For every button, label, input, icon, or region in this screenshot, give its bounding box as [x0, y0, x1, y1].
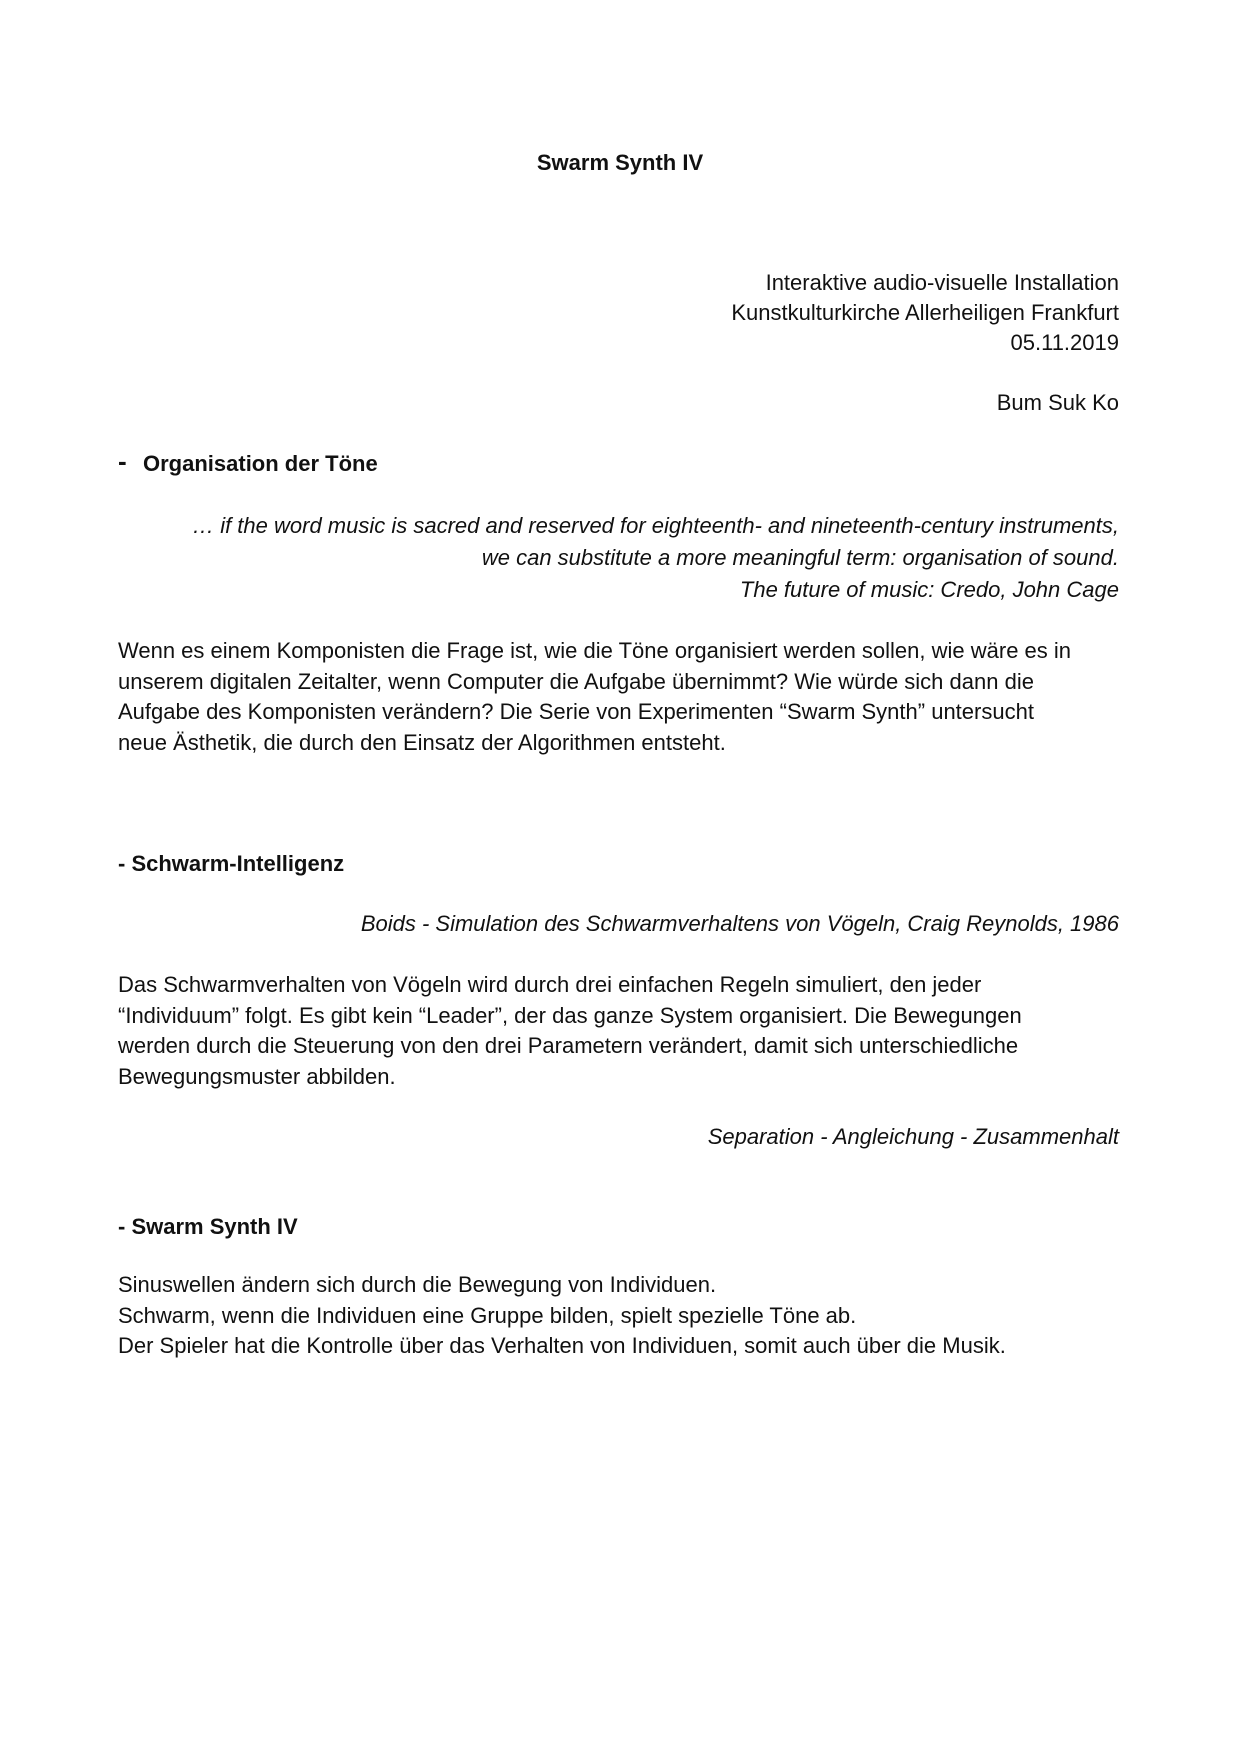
paragraph-line: “Individuum” folgt. Es gibt kein “Leader”, der das ganze System organisiert. Die Bewegungen: [118, 1002, 1022, 1028]
venue: Kunstkulturkirche Allerheiligen Frankfurt: [731, 300, 1119, 325]
quote-line-1: … if the word music is sacred and reserved for eighteenth- and nineteenth-century instruments,: [192, 513, 1119, 538]
section-dash-marker: -: [118, 446, 127, 476]
installation-type: Interaktive audio-visuelle Installation: [765, 270, 1119, 295]
paragraph-line: Das Schwarmverhalten von Vögeln wird durch drei einfachen Regeln simuliert, den jeder: [118, 972, 982, 997]
quote-line-2: we can substitute a more meaningful term: organisation of sound.: [481, 545, 1119, 570]
paragraph-organisation: [118, 636, 1128, 758]
paragraph-line: neue Ästhetik, die durch den Einsatz der Algorithmen entsteht.: [118, 729, 726, 755]
section-heading-swarm-synth: - Swarm Synth IV: [118, 1214, 298, 1239]
author-name: Bum Suk Ko: [996, 390, 1119, 415]
boids-citation: Boids - Simulation des Schwarmverhaltens von Vögeln, Craig Reynolds, 1986: [360, 911, 1119, 936]
swarm-rules: Separation - Angleichung - Zusammenhalt: [707, 1124, 1119, 1149]
section-heading-organisation: Organisation der Töne: [143, 451, 378, 476]
paragraph-schwarm: [118, 970, 1128, 1092]
document-title: Swarm Synth IV: [536, 150, 704, 175]
paragraph-line: Wenn es einem Komponisten die Frage ist, wie die Töne organisiert werden sollen, wie wäre es in: [118, 638, 1072, 663]
paragraph-line: werden durch die Steuerung von den drei Parametern verändert, damit sich unterschiedliche: [118, 1033, 1019, 1058]
quote-source: The future of music: Credo, John Cage: [739, 577, 1119, 602]
section-heading-schwarm-intelligenz: - Schwarm-Intelligenz: [118, 851, 345, 876]
event-date: 05.11.2019: [1010, 330, 1119, 355]
paragraph-line: unserem digitalen Zeitalter, wenn Computer die Aufgabe übernimmt? Wie würde sich dann die: [118, 668, 1034, 694]
paragraph-line: Der Spieler hat die Kontrolle über das Verhalten von Individuen, somit auch über die Musik.: [118, 1333, 1006, 1358]
paragraph-swarm-synth: [118, 1270, 1128, 1362]
paragraph-line: Sinuswellen ändern sich durch die Bewegung von Individuen.: [118, 1272, 717, 1297]
paragraph-line: Aufgabe des Komponisten verändern? Die Serie von Experimenten “Swarm Synth” untersucht: [118, 699, 1034, 724]
paragraph-line: Schwarm, wenn die Individuen eine Gruppe bilden, spielt spezielle Töne ab.: [118, 1302, 857, 1328]
paragraph-line: Bewegungsmuster abbilden.: [118, 1063, 396, 1089]
